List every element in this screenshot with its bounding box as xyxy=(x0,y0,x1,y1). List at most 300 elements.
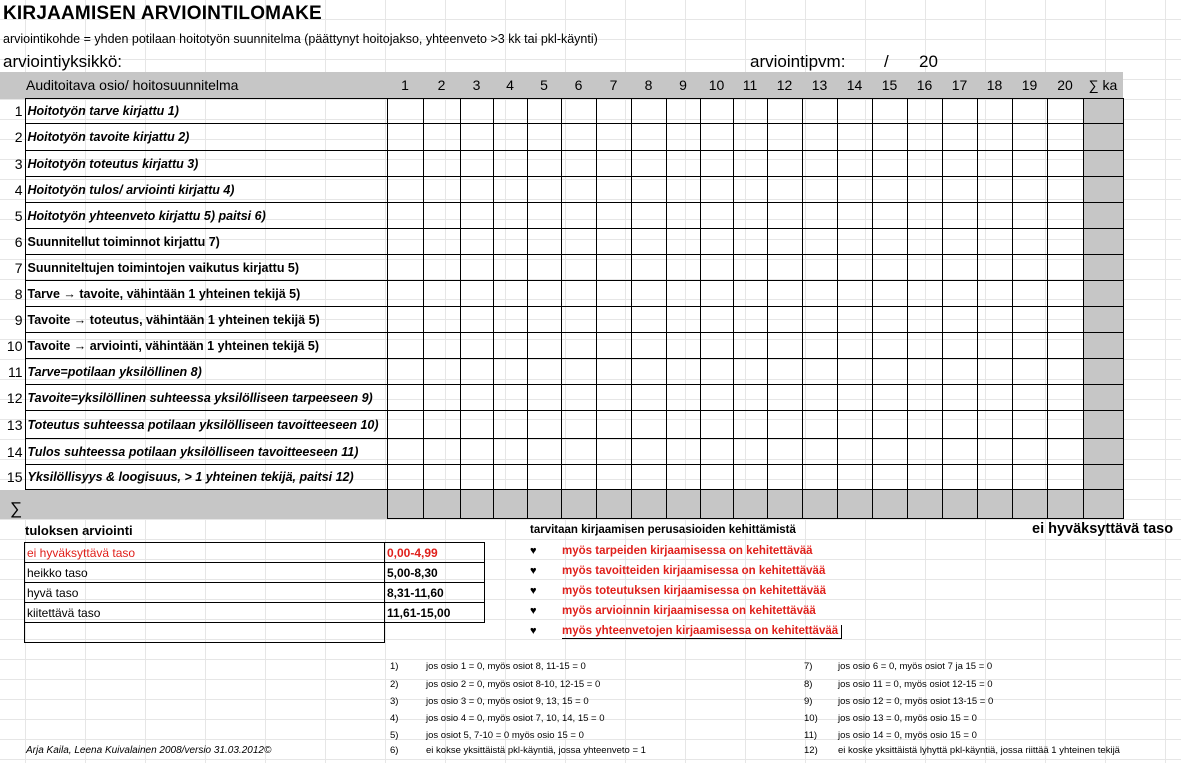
score-cell[interactable] xyxy=(837,229,872,255)
score-cell[interactable] xyxy=(631,203,666,229)
score-cell[interactable] xyxy=(802,465,837,490)
score-cell[interactable] xyxy=(631,333,666,359)
score-cell[interactable] xyxy=(907,177,942,203)
score-cell[interactable] xyxy=(423,333,460,359)
score-cell[interactable] xyxy=(942,124,977,151)
score-cell[interactable] xyxy=(1047,255,1083,281)
score-cell[interactable] xyxy=(596,229,631,255)
score-cell[interactable] xyxy=(596,411,631,439)
score-cell[interactable] xyxy=(802,307,837,333)
score-cell[interactable] xyxy=(596,255,631,281)
score-cell[interactable] xyxy=(907,411,942,439)
score-cell[interactable] xyxy=(666,124,700,151)
score-cell[interactable] xyxy=(666,99,700,124)
score-cell[interactable] xyxy=(802,439,837,465)
score-cell[interactable] xyxy=(631,177,666,203)
score-cell[interactable] xyxy=(700,281,733,307)
score-cell[interactable] xyxy=(837,124,872,151)
score-cell[interactable] xyxy=(942,99,977,124)
score-cell[interactable] xyxy=(561,385,596,411)
score-cell[interactable] xyxy=(802,124,837,151)
score-cell[interactable] xyxy=(631,439,666,465)
score-cell[interactable] xyxy=(977,151,1012,177)
score-cell[interactable] xyxy=(872,151,907,177)
score-cell[interactable] xyxy=(872,411,907,439)
score-cell[interactable] xyxy=(700,411,733,439)
score-cell[interactable] xyxy=(666,203,700,229)
score-cell[interactable] xyxy=(387,177,423,203)
score-cell[interactable] xyxy=(733,177,767,203)
score-cell[interactable] xyxy=(733,203,767,229)
score-cell[interactable] xyxy=(1012,151,1047,177)
score-cell[interactable] xyxy=(907,99,942,124)
score-cell[interactable] xyxy=(460,281,493,307)
score-cell[interactable] xyxy=(1047,465,1083,490)
score-cell[interactable] xyxy=(767,359,802,385)
score-cell[interactable] xyxy=(942,439,977,465)
score-cell[interactable] xyxy=(1012,99,1047,124)
score-cell[interactable] xyxy=(700,229,733,255)
score-cell[interactable] xyxy=(837,439,872,465)
score-cell[interactable] xyxy=(387,255,423,281)
score-cell[interactable] xyxy=(700,177,733,203)
score-cell[interactable] xyxy=(561,333,596,359)
score-cell[interactable] xyxy=(1012,385,1047,411)
score-cell[interactable] xyxy=(387,359,423,385)
score-cell[interactable] xyxy=(1012,411,1047,439)
score-cell[interactable] xyxy=(1012,465,1047,490)
score-cell[interactable] xyxy=(1047,307,1083,333)
score-cell[interactable] xyxy=(527,99,561,124)
score-cell[interactable] xyxy=(666,359,700,385)
score-cell[interactable] xyxy=(907,333,942,359)
score-cell[interactable] xyxy=(631,229,666,255)
score-cell[interactable] xyxy=(493,307,527,333)
score-cell[interactable] xyxy=(387,411,423,439)
score-cell[interactable] xyxy=(872,177,907,203)
score-cell[interactable] xyxy=(666,333,700,359)
score-cell[interactable] xyxy=(907,229,942,255)
score-cell[interactable] xyxy=(1012,439,1047,465)
score-cell[interactable] xyxy=(733,465,767,490)
score-cell[interactable] xyxy=(493,99,527,124)
score-cell[interactable] xyxy=(527,255,561,281)
score-cell[interactable] xyxy=(907,151,942,177)
score-cell[interactable] xyxy=(631,124,666,151)
score-cell[interactable] xyxy=(631,359,666,385)
score-cell[interactable] xyxy=(1047,229,1083,255)
score-cell[interactable] xyxy=(767,439,802,465)
score-cell[interactable] xyxy=(493,229,527,255)
score-cell[interactable] xyxy=(493,281,527,307)
score-cell[interactable] xyxy=(733,281,767,307)
score-cell[interactable] xyxy=(802,151,837,177)
score-cell[interactable] xyxy=(977,229,1012,255)
score-cell[interactable] xyxy=(596,99,631,124)
score-cell[interactable] xyxy=(631,255,666,281)
score-cell[interactable] xyxy=(493,359,527,385)
score-cell[interactable] xyxy=(837,385,872,411)
score-cell[interactable] xyxy=(837,151,872,177)
score-cell[interactable] xyxy=(1012,307,1047,333)
score-cell[interactable] xyxy=(387,307,423,333)
score-cell[interactable] xyxy=(631,465,666,490)
score-cell[interactable] xyxy=(423,281,460,307)
score-cell[interactable] xyxy=(460,124,493,151)
score-cell[interactable] xyxy=(942,385,977,411)
score-cell[interactable] xyxy=(387,281,423,307)
score-cell[interactable] xyxy=(767,411,802,439)
score-cell[interactable] xyxy=(872,203,907,229)
score-cell[interactable] xyxy=(561,465,596,490)
score-cell[interactable] xyxy=(387,439,423,465)
score-cell[interactable] xyxy=(631,307,666,333)
score-cell[interactable] xyxy=(977,333,1012,359)
score-cell[interactable] xyxy=(872,385,907,411)
score-cell[interactable] xyxy=(460,439,493,465)
score-cell[interactable] xyxy=(733,411,767,439)
score-cell[interactable] xyxy=(767,281,802,307)
score-cell[interactable] xyxy=(666,385,700,411)
score-cell[interactable] xyxy=(561,255,596,281)
score-cell[interactable] xyxy=(907,359,942,385)
score-cell[interactable] xyxy=(1047,177,1083,203)
score-cell[interactable] xyxy=(837,411,872,439)
score-cell[interactable] xyxy=(767,151,802,177)
score-cell[interactable] xyxy=(493,385,527,411)
score-cell[interactable] xyxy=(802,177,837,203)
score-cell[interactable] xyxy=(942,359,977,385)
score-cell[interactable] xyxy=(423,359,460,385)
score-cell[interactable] xyxy=(1012,229,1047,255)
score-cell[interactable] xyxy=(460,203,493,229)
score-cell[interactable] xyxy=(942,307,977,333)
score-cell[interactable] xyxy=(596,385,631,411)
score-cell[interactable] xyxy=(802,359,837,385)
score-cell[interactable] xyxy=(561,359,596,385)
score-cell[interactable] xyxy=(733,439,767,465)
score-cell[interactable] xyxy=(666,255,700,281)
score-cell[interactable] xyxy=(700,333,733,359)
score-cell[interactable] xyxy=(527,465,561,490)
score-cell[interactable] xyxy=(596,307,631,333)
score-cell[interactable] xyxy=(942,177,977,203)
score-cell[interactable] xyxy=(423,255,460,281)
score-cell[interactable] xyxy=(942,203,977,229)
score-cell[interactable] xyxy=(527,411,561,439)
score-cell[interactable] xyxy=(837,359,872,385)
score-cell[interactable] xyxy=(561,151,596,177)
score-cell[interactable] xyxy=(942,255,977,281)
score-cell[interactable] xyxy=(942,229,977,255)
score-cell[interactable] xyxy=(802,229,837,255)
score-cell[interactable] xyxy=(837,255,872,281)
score-cell[interactable] xyxy=(700,465,733,490)
score-cell[interactable] xyxy=(907,439,942,465)
score-cell[interactable] xyxy=(561,203,596,229)
score-cell[interactable] xyxy=(527,307,561,333)
score-cell[interactable] xyxy=(596,359,631,385)
score-cell[interactable] xyxy=(977,177,1012,203)
score-cell[interactable] xyxy=(767,203,802,229)
score-cell[interactable] xyxy=(423,124,460,151)
score-cell[interactable] xyxy=(666,229,700,255)
score-cell[interactable] xyxy=(493,465,527,490)
score-cell[interactable] xyxy=(872,307,907,333)
score-cell[interactable] xyxy=(387,333,423,359)
score-cell[interactable] xyxy=(1012,124,1047,151)
score-cell[interactable] xyxy=(1047,151,1083,177)
score-cell[interactable] xyxy=(666,439,700,465)
score-cell[interactable] xyxy=(387,124,423,151)
score-cell[interactable] xyxy=(907,124,942,151)
score-cell[interactable] xyxy=(977,99,1012,124)
score-cell[interactable] xyxy=(527,281,561,307)
score-cell[interactable] xyxy=(872,439,907,465)
score-cell[interactable] xyxy=(561,439,596,465)
score-cell[interactable] xyxy=(767,333,802,359)
score-cell[interactable] xyxy=(872,465,907,490)
score-cell[interactable] xyxy=(802,333,837,359)
score-cell[interactable] xyxy=(631,385,666,411)
score-cell[interactable] xyxy=(907,281,942,307)
score-cell[interactable] xyxy=(837,203,872,229)
score-cell[interactable] xyxy=(700,439,733,465)
score-cell[interactable] xyxy=(733,255,767,281)
score-cell[interactable] xyxy=(527,124,561,151)
score-cell[interactable] xyxy=(733,385,767,411)
score-cell[interactable] xyxy=(423,177,460,203)
score-cell[interactable] xyxy=(527,177,561,203)
score-cell[interactable] xyxy=(733,333,767,359)
score-cell[interactable] xyxy=(1047,203,1083,229)
score-cell[interactable] xyxy=(942,151,977,177)
score-cell[interactable] xyxy=(596,439,631,465)
score-cell[interactable] xyxy=(387,385,423,411)
score-cell[interactable] xyxy=(561,177,596,203)
score-cell[interactable] xyxy=(561,307,596,333)
score-cell[interactable] xyxy=(423,411,460,439)
score-cell[interactable] xyxy=(631,281,666,307)
score-cell[interactable] xyxy=(596,177,631,203)
score-cell[interactable] xyxy=(837,99,872,124)
score-cell[interactable] xyxy=(1047,99,1083,124)
score-cell[interactable] xyxy=(561,411,596,439)
score-cell[interactable] xyxy=(837,465,872,490)
score-cell[interactable] xyxy=(1012,333,1047,359)
score-cell[interactable] xyxy=(837,177,872,203)
score-cell[interactable] xyxy=(733,307,767,333)
score-cell[interactable] xyxy=(1012,203,1047,229)
score-cell[interactable] xyxy=(977,439,1012,465)
score-cell[interactable] xyxy=(767,255,802,281)
score-cell[interactable] xyxy=(907,255,942,281)
score-cell[interactable] xyxy=(596,281,631,307)
score-cell[interactable] xyxy=(942,411,977,439)
score-cell[interactable] xyxy=(527,385,561,411)
score-cell[interactable] xyxy=(767,385,802,411)
score-cell[interactable] xyxy=(527,229,561,255)
score-cell[interactable] xyxy=(527,439,561,465)
score-cell[interactable] xyxy=(942,465,977,490)
score-cell[interactable] xyxy=(700,124,733,151)
score-cell[interactable] xyxy=(596,151,631,177)
score-cell[interactable] xyxy=(733,124,767,151)
score-cell[interactable] xyxy=(423,151,460,177)
score-cell[interactable] xyxy=(527,203,561,229)
score-cell[interactable] xyxy=(733,151,767,177)
score-cell[interactable] xyxy=(527,359,561,385)
score-cell[interactable] xyxy=(767,229,802,255)
score-cell[interactable] xyxy=(872,359,907,385)
score-cell[interactable] xyxy=(872,229,907,255)
score-cell[interactable] xyxy=(907,203,942,229)
score-cell[interactable] xyxy=(460,307,493,333)
score-cell[interactable] xyxy=(802,281,837,307)
score-cell[interactable] xyxy=(423,439,460,465)
score-cell[interactable] xyxy=(493,439,527,465)
score-cell[interactable] xyxy=(1012,177,1047,203)
score-cell[interactable] xyxy=(387,465,423,490)
score-cell[interactable] xyxy=(907,385,942,411)
score-cell[interactable] xyxy=(1047,333,1083,359)
score-cell[interactable] xyxy=(977,203,1012,229)
score-cell[interactable] xyxy=(527,151,561,177)
score-cell[interactable] xyxy=(872,124,907,151)
score-cell[interactable] xyxy=(1047,385,1083,411)
score-cell[interactable] xyxy=(596,333,631,359)
score-cell[interactable] xyxy=(423,465,460,490)
score-cell[interactable] xyxy=(700,99,733,124)
score-cell[interactable] xyxy=(977,411,1012,439)
score-cell[interactable] xyxy=(387,151,423,177)
score-cell[interactable] xyxy=(527,333,561,359)
score-cell[interactable] xyxy=(1047,124,1083,151)
score-cell[interactable] xyxy=(387,229,423,255)
score-cell[interactable] xyxy=(460,151,493,177)
score-cell[interactable] xyxy=(561,229,596,255)
score-cell[interactable] xyxy=(977,281,1012,307)
score-cell[interactable] xyxy=(460,385,493,411)
score-cell[interactable] xyxy=(561,281,596,307)
score-cell[interactable] xyxy=(837,307,872,333)
score-cell[interactable] xyxy=(423,307,460,333)
score-cell[interactable] xyxy=(666,465,700,490)
score-cell[interactable] xyxy=(561,124,596,151)
score-cell[interactable] xyxy=(872,333,907,359)
score-cell[interactable] xyxy=(666,151,700,177)
score-cell[interactable] xyxy=(596,203,631,229)
score-cell[interactable] xyxy=(493,177,527,203)
score-cell[interactable] xyxy=(1012,281,1047,307)
score-cell[interactable] xyxy=(767,465,802,490)
score-cell[interactable] xyxy=(493,255,527,281)
score-cell[interactable] xyxy=(977,359,1012,385)
score-cell[interactable] xyxy=(977,124,1012,151)
score-cell[interactable] xyxy=(493,333,527,359)
score-cell[interactable] xyxy=(977,385,1012,411)
score-cell[interactable] xyxy=(942,281,977,307)
score-cell[interactable] xyxy=(942,333,977,359)
score-cell[interactable] xyxy=(767,177,802,203)
score-cell[interactable] xyxy=(493,411,527,439)
score-cell[interactable] xyxy=(460,411,493,439)
score-cell[interactable] xyxy=(700,359,733,385)
score-cell[interactable] xyxy=(666,281,700,307)
score-cell[interactable] xyxy=(700,151,733,177)
score-cell[interactable] xyxy=(907,465,942,490)
score-cell[interactable] xyxy=(872,99,907,124)
score-cell[interactable] xyxy=(837,281,872,307)
score-cell[interactable] xyxy=(733,359,767,385)
score-cell[interactable] xyxy=(767,99,802,124)
score-cell[interactable] xyxy=(802,411,837,439)
score-cell[interactable] xyxy=(767,307,802,333)
score-cell[interactable] xyxy=(631,99,666,124)
score-cell[interactable] xyxy=(423,229,460,255)
score-cell[interactable] xyxy=(733,229,767,255)
score-cell[interactable] xyxy=(387,99,423,124)
score-cell[interactable] xyxy=(561,99,596,124)
score-cell[interactable] xyxy=(872,255,907,281)
score-cell[interactable] xyxy=(977,307,1012,333)
score-cell[interactable] xyxy=(460,333,493,359)
score-cell[interactable] xyxy=(423,203,460,229)
score-cell[interactable] xyxy=(767,124,802,151)
score-cell[interactable] xyxy=(1012,255,1047,281)
score-cell[interactable] xyxy=(666,411,700,439)
score-cell[interactable] xyxy=(977,255,1012,281)
score-cell[interactable] xyxy=(666,307,700,333)
score-cell[interactable] xyxy=(666,177,700,203)
score-cell[interactable] xyxy=(700,203,733,229)
score-cell[interactable] xyxy=(460,177,493,203)
score-cell[interactable] xyxy=(631,411,666,439)
score-cell[interactable] xyxy=(1047,359,1083,385)
score-cell[interactable] xyxy=(700,385,733,411)
score-cell[interactable] xyxy=(631,151,666,177)
score-cell[interactable] xyxy=(700,307,733,333)
score-cell[interactable] xyxy=(423,385,460,411)
score-cell[interactable] xyxy=(493,151,527,177)
score-cell[interactable] xyxy=(700,255,733,281)
score-cell[interactable] xyxy=(733,99,767,124)
score-cell[interactable] xyxy=(802,255,837,281)
score-cell[interactable] xyxy=(907,307,942,333)
score-cell[interactable] xyxy=(1047,439,1083,465)
score-cell[interactable] xyxy=(460,465,493,490)
score-cell[interactable] xyxy=(802,385,837,411)
score-cell[interactable] xyxy=(1047,281,1083,307)
score-cell[interactable] xyxy=(802,203,837,229)
score-cell[interactable] xyxy=(460,99,493,124)
score-cell[interactable] xyxy=(460,229,493,255)
score-cell[interactable] xyxy=(802,99,837,124)
score-cell[interactable] xyxy=(460,255,493,281)
score-cell[interactable] xyxy=(387,203,423,229)
score-cell[interactable] xyxy=(872,281,907,307)
score-cell[interactable] xyxy=(423,99,460,124)
score-cell[interactable] xyxy=(596,465,631,490)
score-cell[interactable] xyxy=(1012,359,1047,385)
score-cell[interactable] xyxy=(460,359,493,385)
score-cell[interactable] xyxy=(1047,411,1083,439)
score-cell[interactable] xyxy=(493,124,527,151)
score-cell[interactable] xyxy=(493,203,527,229)
score-cell[interactable] xyxy=(977,465,1012,490)
score-cell[interactable] xyxy=(596,124,631,151)
score-cell[interactable] xyxy=(837,333,872,359)
